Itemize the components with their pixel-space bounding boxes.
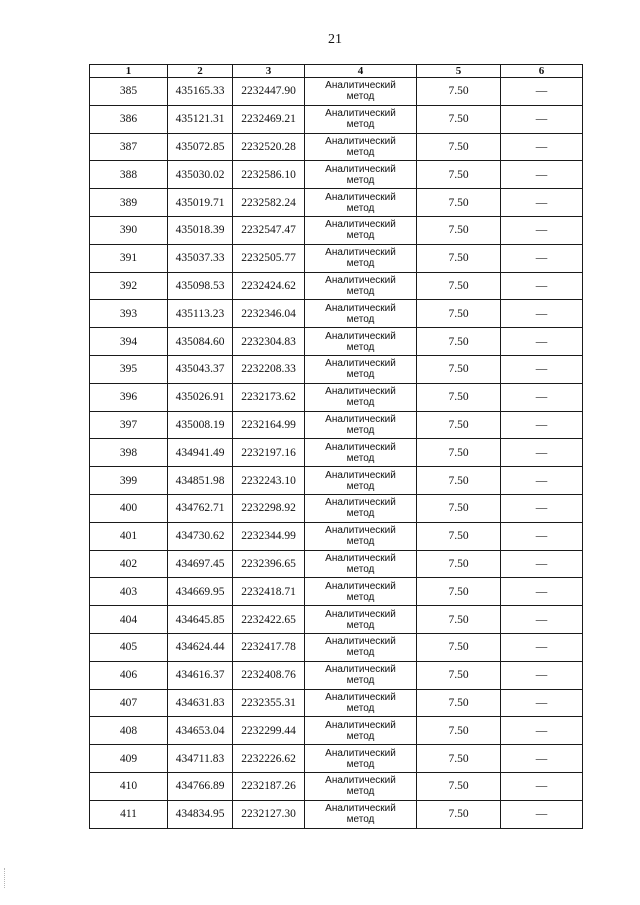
column-header-6: 6 xyxy=(501,65,583,78)
x-coordinate-cell: 434834.95 xyxy=(168,800,233,828)
error-cell: 7.50 xyxy=(417,661,501,689)
method-line-1: Аналитический xyxy=(325,413,396,425)
method-line-2: метод xyxy=(346,174,375,186)
method-line-1: Аналитический xyxy=(325,747,396,759)
error-cell: 7.50 xyxy=(417,328,501,356)
note-cell: — xyxy=(501,467,583,495)
table-row xyxy=(90,578,583,606)
method-line-2: метод xyxy=(346,675,375,687)
note-cell: — xyxy=(501,800,583,828)
method-cell xyxy=(305,717,417,745)
x-coordinate-cell: 434762.71 xyxy=(168,494,233,522)
header-row xyxy=(90,65,583,78)
x-coordinate-cell: 434730.62 xyxy=(168,522,233,550)
method-line-1: Аналитический xyxy=(325,691,396,703)
table-row xyxy=(90,439,583,467)
point-number-cell: 392 xyxy=(90,272,168,300)
method-cell xyxy=(305,633,417,661)
method-line-1: Аналитический xyxy=(325,636,396,648)
table-row xyxy=(90,772,583,800)
y-coordinate-cell: 2232344.99 xyxy=(233,522,305,550)
y-coordinate-cell: 2232417.78 xyxy=(233,633,305,661)
method-cell xyxy=(305,328,417,356)
method-cell xyxy=(305,105,417,133)
method-line-2: метод xyxy=(346,536,375,548)
y-coordinate-cell: 2232299.44 xyxy=(233,717,305,745)
method-line-1: Аналитический xyxy=(325,80,396,92)
point-number-cell: 407 xyxy=(90,689,168,717)
table-row xyxy=(90,717,583,745)
point-number-cell: 402 xyxy=(90,550,168,578)
method-line-2: метод xyxy=(346,814,375,826)
method-line-2: метод xyxy=(346,563,375,575)
y-coordinate-cell: 2232408.76 xyxy=(233,661,305,689)
y-coordinate-cell: 2232422.65 xyxy=(233,606,305,634)
error-cell: 7.50 xyxy=(417,383,501,411)
table-row xyxy=(90,328,583,356)
point-number-cell: 404 xyxy=(90,606,168,634)
method-cell xyxy=(305,494,417,522)
method-line-1: Аналитический xyxy=(325,803,396,815)
column-header-3: 3 xyxy=(233,65,305,78)
method-line-2: метод xyxy=(346,508,375,520)
error-cell: 7.50 xyxy=(417,161,501,189)
method-line-1: Аналитический xyxy=(325,608,396,620)
method-cell xyxy=(305,189,417,217)
point-number-cell: 389 xyxy=(90,189,168,217)
error-cell: 7.50 xyxy=(417,800,501,828)
method-cell xyxy=(305,439,417,467)
note-cell: — xyxy=(501,133,583,161)
note-cell: — xyxy=(501,411,583,439)
method-cell xyxy=(305,578,417,606)
method-line-2: метод xyxy=(346,91,375,103)
table-row xyxy=(90,244,583,272)
note-cell: — xyxy=(501,105,583,133)
x-coordinate-cell: 435037.33 xyxy=(168,244,233,272)
method-line-1: Аналитический xyxy=(325,580,396,592)
method-cell xyxy=(305,745,417,773)
x-coordinate-cell: 435026.91 xyxy=(168,383,233,411)
point-number-cell: 386 xyxy=(90,105,168,133)
y-coordinate-cell: 2232226.62 xyxy=(233,745,305,773)
method-cell xyxy=(305,133,417,161)
x-coordinate-cell: 434766.89 xyxy=(168,772,233,800)
y-coordinate-cell: 2232187.26 xyxy=(233,772,305,800)
table-row xyxy=(90,78,583,106)
x-coordinate-cell: 434631.83 xyxy=(168,689,233,717)
error-cell: 7.50 xyxy=(417,244,501,272)
error-cell: 7.50 xyxy=(417,745,501,773)
y-coordinate-cell: 2232173.62 xyxy=(233,383,305,411)
method-line-2: метод xyxy=(346,341,375,353)
method-line-2: метод xyxy=(346,397,375,409)
error-cell: 7.50 xyxy=(417,522,501,550)
note-cell: — xyxy=(501,578,583,606)
error-cell: 7.50 xyxy=(417,439,501,467)
x-coordinate-cell: 434697.45 xyxy=(168,550,233,578)
error-cell: 7.50 xyxy=(417,355,501,383)
method-cell xyxy=(305,800,417,828)
method-cell xyxy=(305,383,417,411)
method-line-2: метод xyxy=(346,313,375,325)
table-row xyxy=(90,355,583,383)
column-header-1: 1 xyxy=(90,65,168,78)
point-number-cell: 405 xyxy=(90,633,168,661)
column-header-4: 4 xyxy=(305,65,417,78)
point-number-cell: 394 xyxy=(90,328,168,356)
method-cell xyxy=(305,355,417,383)
point-number-cell: 409 xyxy=(90,745,168,773)
table-row xyxy=(90,105,583,133)
method-line-1: Аналитический xyxy=(325,108,396,120)
method-line-1: Аналитический xyxy=(325,247,396,259)
method-line-2: метод xyxy=(346,452,375,464)
error-cell: 7.50 xyxy=(417,216,501,244)
x-coordinate-cell: 434669.95 xyxy=(168,578,233,606)
error-cell: 7.50 xyxy=(417,467,501,495)
x-coordinate-cell: 435121.31 xyxy=(168,105,233,133)
point-number-cell: 411 xyxy=(90,800,168,828)
note-cell: — xyxy=(501,244,583,272)
y-coordinate-cell: 2232396.65 xyxy=(233,550,305,578)
method-cell xyxy=(305,300,417,328)
method-cell xyxy=(305,772,417,800)
note-cell: — xyxy=(501,355,583,383)
x-coordinate-cell: 435008.19 xyxy=(168,411,233,439)
x-coordinate-cell: 434616.37 xyxy=(168,661,233,689)
point-number-cell: 395 xyxy=(90,355,168,383)
table-row xyxy=(90,661,583,689)
y-coordinate-cell: 2232208.33 xyxy=(233,355,305,383)
column-header-2: 2 xyxy=(168,65,233,78)
method-line-1: Аналитический xyxy=(325,330,396,342)
method-cell xyxy=(305,606,417,634)
method-cell xyxy=(305,411,417,439)
note-cell: — xyxy=(501,439,583,467)
point-number-cell: 406 xyxy=(90,661,168,689)
y-coordinate-cell: 2232586.10 xyxy=(233,161,305,189)
x-coordinate-cell: 434711.83 xyxy=(168,745,233,773)
x-coordinate-cell: 435030.02 xyxy=(168,161,233,189)
margin-mark xyxy=(4,868,7,888)
error-cell: 7.50 xyxy=(417,633,501,661)
method-line-1: Аналитический xyxy=(325,552,396,564)
note-cell: — xyxy=(501,550,583,578)
x-coordinate-cell: 435019.71 xyxy=(168,189,233,217)
point-number-cell: 393 xyxy=(90,300,168,328)
method-cell xyxy=(305,216,417,244)
point-number-cell: 391 xyxy=(90,244,168,272)
table-row xyxy=(90,606,583,634)
error-cell: 7.50 xyxy=(417,78,501,106)
y-coordinate-cell: 2232547.47 xyxy=(233,216,305,244)
error-cell: 7.50 xyxy=(417,272,501,300)
method-line-1: Аналитический xyxy=(325,664,396,676)
error-cell: 7.50 xyxy=(417,606,501,634)
method-line-2: метод xyxy=(346,424,375,436)
point-number-cell: 396 xyxy=(90,383,168,411)
method-line-1: Аналитический xyxy=(325,191,396,203)
table-row xyxy=(90,522,583,550)
x-coordinate-cell: 435165.33 xyxy=(168,78,233,106)
point-number-cell: 388 xyxy=(90,161,168,189)
note-cell: — xyxy=(501,717,583,745)
method-cell xyxy=(305,244,417,272)
method-cell xyxy=(305,550,417,578)
method-line-1: Аналитический xyxy=(325,219,396,231)
error-cell: 7.50 xyxy=(417,689,501,717)
method-line-1: Аналитический xyxy=(325,441,396,453)
x-coordinate-cell: 435098.53 xyxy=(168,272,233,300)
y-coordinate-cell: 2232505.77 xyxy=(233,244,305,272)
point-number-cell: 390 xyxy=(90,216,168,244)
method-line-1: Аналитический xyxy=(325,302,396,314)
error-cell: 7.50 xyxy=(417,105,501,133)
y-coordinate-cell: 2232355.31 xyxy=(233,689,305,717)
method-line-2: метод xyxy=(346,285,375,297)
method-line-1: Аналитический xyxy=(325,163,396,175)
method-line-1: Аналитический xyxy=(325,775,396,787)
method-line-2: метод xyxy=(346,258,375,270)
point-number-cell: 397 xyxy=(90,411,168,439)
method-line-2: метод xyxy=(346,786,375,798)
note-cell: — xyxy=(501,189,583,217)
method-line-2: метод xyxy=(346,647,375,659)
x-coordinate-cell: 435018.39 xyxy=(168,216,233,244)
y-coordinate-cell: 2232197.16 xyxy=(233,439,305,467)
table-header xyxy=(90,65,583,78)
y-coordinate-cell: 2232304.83 xyxy=(233,328,305,356)
table-row xyxy=(90,745,583,773)
note-cell: — xyxy=(501,494,583,522)
method-line-1: Аналитический xyxy=(325,135,396,147)
y-coordinate-cell: 2232127.30 xyxy=(233,800,305,828)
method-cell xyxy=(305,272,417,300)
method-line-2: метод xyxy=(346,480,375,492)
table-row xyxy=(90,550,583,578)
x-coordinate-cell: 435084.60 xyxy=(168,328,233,356)
y-coordinate-cell: 2232418.71 xyxy=(233,578,305,606)
error-cell: 7.50 xyxy=(417,189,501,217)
method-line-1: Аналитический xyxy=(325,469,396,481)
table-row xyxy=(90,189,583,217)
method-line-2: метод xyxy=(346,619,375,631)
x-coordinate-cell: 434653.04 xyxy=(168,717,233,745)
table-body xyxy=(90,78,583,829)
y-coordinate-cell: 2232469.21 xyxy=(233,105,305,133)
table-row xyxy=(90,494,583,522)
y-coordinate-cell: 2232424.62 xyxy=(233,272,305,300)
note-cell: — xyxy=(501,78,583,106)
method-line-1: Аналитический xyxy=(325,719,396,731)
error-cell: 7.50 xyxy=(417,133,501,161)
method-line-1: Аналитический xyxy=(325,386,396,398)
x-coordinate-cell: 434624.44 xyxy=(168,633,233,661)
x-coordinate-cell: 434645.85 xyxy=(168,606,233,634)
method-line-1: Аналитический xyxy=(325,274,396,286)
note-cell: — xyxy=(501,633,583,661)
error-cell: 7.50 xyxy=(417,494,501,522)
method-line-2: метод xyxy=(346,369,375,381)
x-coordinate-cell: 435072.85 xyxy=(168,133,233,161)
column-header-5: 5 xyxy=(417,65,501,78)
method-line-1: Аналитический xyxy=(325,525,396,537)
point-number-cell: 410 xyxy=(90,772,168,800)
point-number-cell: 398 xyxy=(90,439,168,467)
error-cell: 7.50 xyxy=(417,772,501,800)
method-line-1: Аналитический xyxy=(325,497,396,509)
x-coordinate-cell: 435113.23 xyxy=(168,300,233,328)
note-cell: — xyxy=(501,161,583,189)
note-cell: — xyxy=(501,328,583,356)
method-line-2: метод xyxy=(346,146,375,158)
table-row xyxy=(90,133,583,161)
note-cell: — xyxy=(501,383,583,411)
y-coordinate-cell: 2232243.10 xyxy=(233,467,305,495)
note-cell: — xyxy=(501,606,583,634)
y-coordinate-cell: 2232582.24 xyxy=(233,189,305,217)
method-line-2: метод xyxy=(346,730,375,742)
table-row xyxy=(90,300,583,328)
method-cell xyxy=(305,78,417,106)
note-cell: — xyxy=(501,272,583,300)
x-coordinate-cell: 435043.37 xyxy=(168,355,233,383)
method-line-2: метод xyxy=(346,202,375,214)
method-line-2: метод xyxy=(346,702,375,714)
method-cell xyxy=(305,467,417,495)
note-cell: — xyxy=(501,300,583,328)
method-cell xyxy=(305,161,417,189)
table-row xyxy=(90,800,583,828)
method-line-2: метод xyxy=(346,230,375,242)
table-row xyxy=(90,689,583,717)
table-row xyxy=(90,633,583,661)
note-cell: — xyxy=(501,216,583,244)
method-line-2: метод xyxy=(346,591,375,603)
error-cell: 7.50 xyxy=(417,300,501,328)
note-cell: — xyxy=(501,689,583,717)
table-row xyxy=(90,161,583,189)
point-number-cell: 408 xyxy=(90,717,168,745)
y-coordinate-cell: 2232447.90 xyxy=(233,78,305,106)
note-cell: — xyxy=(501,745,583,773)
error-cell: 7.50 xyxy=(417,550,501,578)
y-coordinate-cell: 2232164.99 xyxy=(233,411,305,439)
error-cell: 7.50 xyxy=(417,578,501,606)
method-line-1: Аналитический xyxy=(325,358,396,370)
table-row xyxy=(90,467,583,495)
point-number-cell: 387 xyxy=(90,133,168,161)
table-row xyxy=(90,216,583,244)
table-row xyxy=(90,411,583,439)
error-cell: 7.50 xyxy=(417,717,501,745)
point-number-cell: 399 xyxy=(90,467,168,495)
method-line-2: метод xyxy=(346,119,375,131)
error-cell: 7.50 xyxy=(417,411,501,439)
y-coordinate-cell: 2232520.28 xyxy=(233,133,305,161)
x-coordinate-cell: 434851.98 xyxy=(168,467,233,495)
table-row xyxy=(90,383,583,411)
point-number-cell: 403 xyxy=(90,578,168,606)
x-coordinate-cell: 434941.49 xyxy=(168,439,233,467)
table-row xyxy=(90,272,583,300)
method-cell xyxy=(305,661,417,689)
method-cell xyxy=(305,522,417,550)
note-cell: — xyxy=(501,522,583,550)
y-coordinate-cell: 2232298.92 xyxy=(233,494,305,522)
y-coordinate-cell: 2232346.04 xyxy=(233,300,305,328)
method-cell xyxy=(305,689,417,717)
point-number-cell: 385 xyxy=(90,78,168,106)
note-cell: — xyxy=(501,772,583,800)
point-number-cell: 401 xyxy=(90,522,168,550)
point-number-cell: 400 xyxy=(90,494,168,522)
note-cell: — xyxy=(501,661,583,689)
coordinates-table xyxy=(89,64,583,829)
page-number: 21 xyxy=(328,32,342,47)
method-line-2: метод xyxy=(346,758,375,770)
